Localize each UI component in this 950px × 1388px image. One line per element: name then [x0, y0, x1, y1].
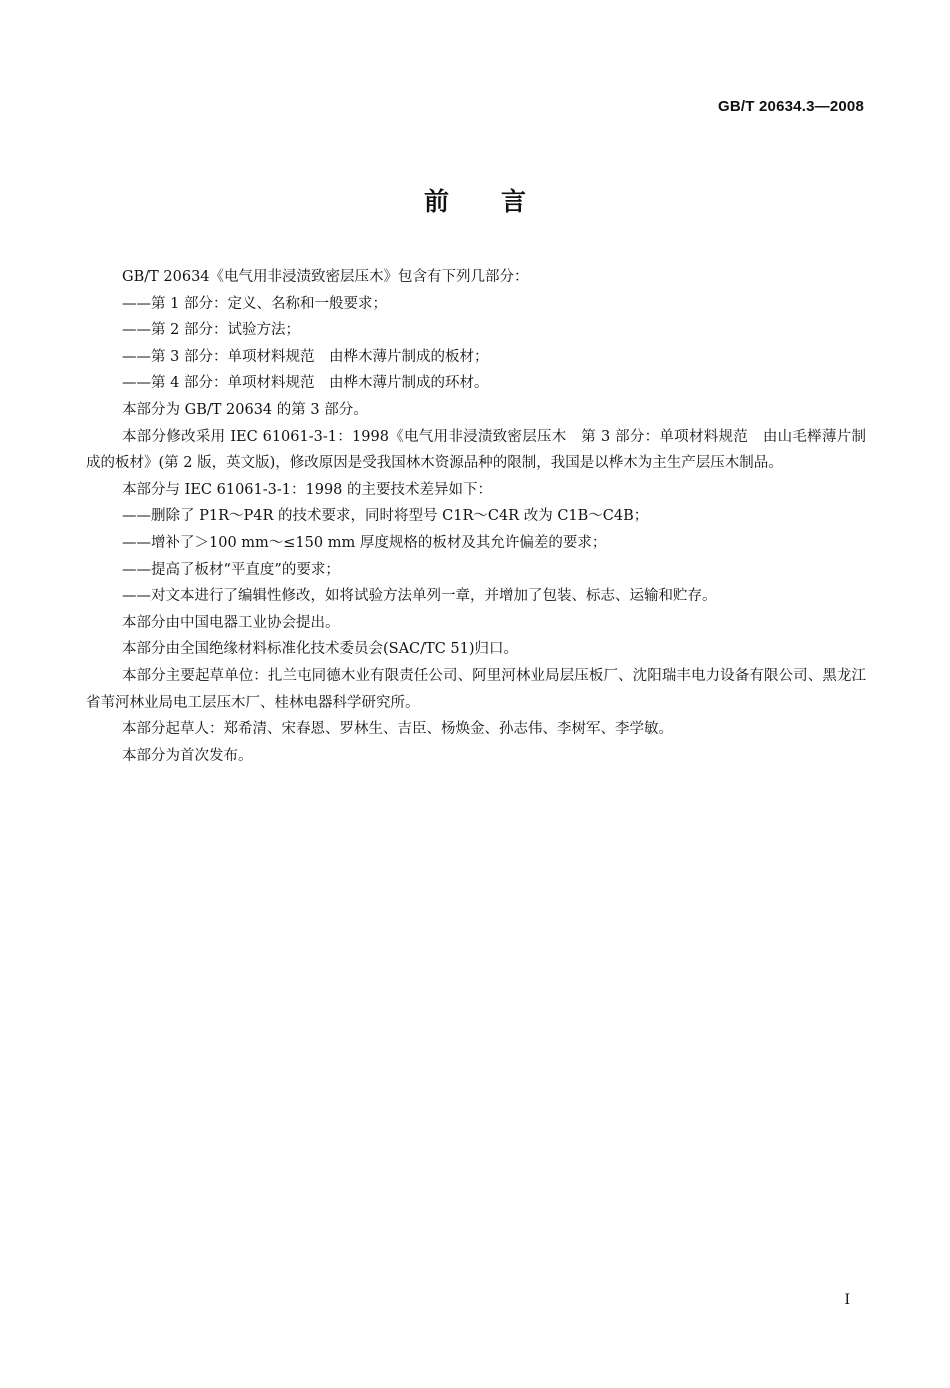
list-item: ——提高了板材“平直度”的要求；: [122, 561, 340, 578]
paragraph: 本部分主要起草单位：扎兰屯同德木业有限责任公司、阿里河林业局层压板厂、沈阳瑞丰电力设备有限公司、黑龙江省苇河林业局电工层压木厂、桂林电器科学研究所。: [86, 667, 866, 711]
paragraph: 本部分与 IEC 61061-3-1：1998 的主要技术差异如下：: [122, 481, 493, 498]
list-item: ——增补了＞100 mm～≤150 mm 厚度规格的板材及其允许偏差的要求；: [122, 534, 607, 551]
paragraph: 本部分修改采用 IEC 61061-3-1：1998《电气用非浸渍致密层压木 第 3 部分：单项材料规范 由山毛榉薄片制成的板材》(第 2 版，英文版)，修改原因是受我国林木资源品种的限制，我国是以桦木为主生产层压木制品。: [86, 428, 866, 472]
page-number: I: [844, 1292, 850, 1308]
paragraph: GB/T 20634《电气用非浸渍致密层压木》包含有下列几部分：: [122, 269, 529, 285]
list-item: ——第 3 部分：单项材料规范 由桦木薄片制成的板材；: [122, 348, 489, 365]
list-item: ——第 4 部分：单项材料规范 由桦木薄片制成的环材。: [122, 375, 489, 392]
paragraph: 本部分由全国绝缘材料标准化技术委员会(SAC/TC 51)归口。: [122, 641, 519, 658]
list-item: ——对文本进行了编辑性修改，如将试验方法单列一章，并增加了包装、标志、运输和贮存。: [122, 588, 717, 605]
list-item: ——删除了 P1R～P4R 的技术要求，同时将型号 C1R～C4R 改为 C1B～C4B；: [122, 508, 649, 525]
list-item: ——第 1 部分：定义、名称和一般要求；: [122, 295, 387, 312]
paragraph: 本部分由中国电器工业协会提出。: [122, 614, 340, 631]
list-item: ——第 2 部分：试验方法；: [122, 322, 300, 339]
paragraph: 本部分起草人：郑希清、宋春恩、罗林生、吉臣、杨焕金、孙志伟、李树军、李学敏。: [122, 721, 673, 738]
foreword-body: [86, 264, 866, 769]
paragraph: 本部分为 GB/T 20634 的第 3 部分。: [122, 401, 368, 418]
standard-number: GB/T 20634.3—2008: [718, 98, 864, 115]
page-title: 前言: [423, 187, 578, 216]
paragraph: 本部分为首次发布。: [122, 747, 253, 764]
